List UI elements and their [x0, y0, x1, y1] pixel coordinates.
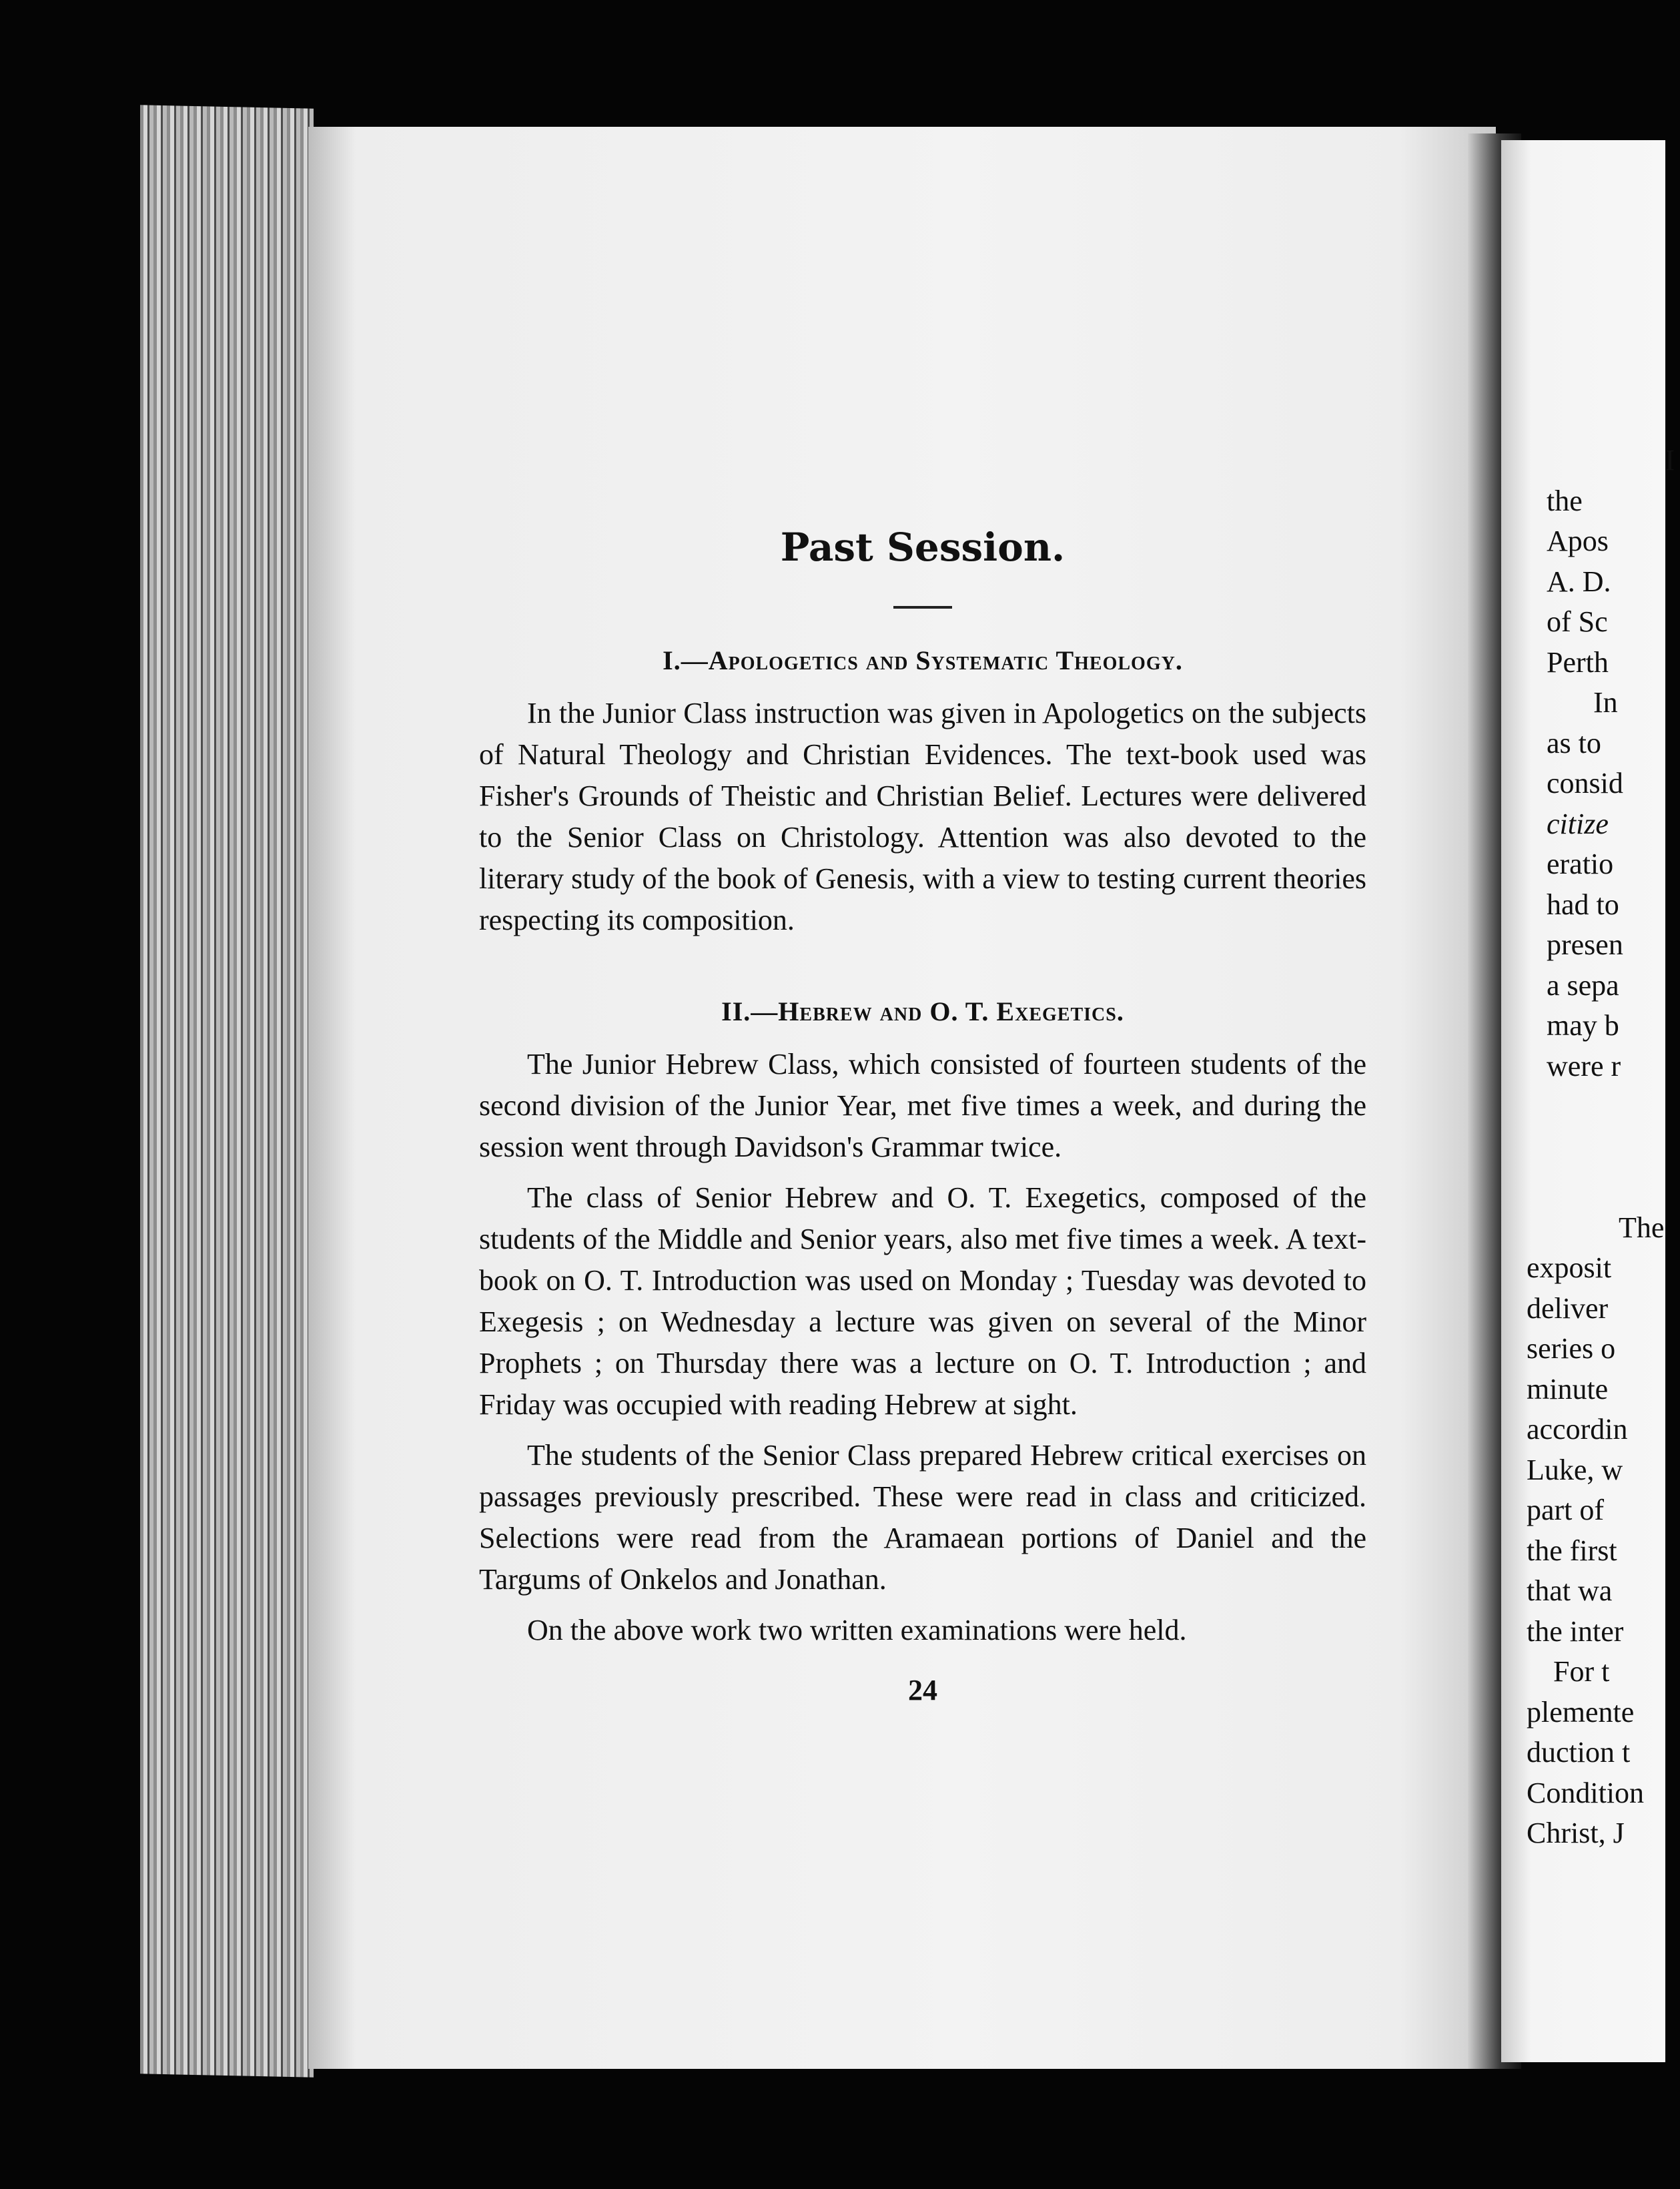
- right-page-line: A. D.: [1547, 565, 1611, 598]
- page-number: 24: [908, 1674, 937, 1706]
- right-page-line: Apos: [1547, 525, 1609, 557]
- page-edges: [140, 105, 314, 2077]
- right-page-line: exposit: [1527, 1251, 1612, 1284]
- right-page-line: the: [1547, 484, 1583, 517]
- right-page-line: presen: [1547, 928, 1623, 961]
- right-page-line: minute: [1527, 1372, 1609, 1405]
- section-heading: I.—Apologetics and Systematic Theology.: [663, 645, 1183, 675]
- right-page-line: duction t: [1527, 1736, 1631, 1769]
- right-page-line: that wa: [1527, 1574, 1613, 1607]
- page-title: Past Session.: [780, 525, 1066, 570]
- right-page-line: The: [1619, 1211, 1665, 1244]
- right-page-line: plemente: [1527, 1695, 1635, 1729]
- right-page-line: I: [1665, 444, 1675, 477]
- right-page-line: Condition: [1527, 1776, 1645, 1809]
- paragraph: The class of Senior Hebrew and O. T. Exegetics, composed of the students of the Middle and Senior years, also met five times a week. A text-book on O. T. Introduction was used on Monday ; Tuesday was devoted to Exegesis ; on Wednesday a lecture was given on several of the Minor Prophets ; on Thursday there was a lecture on O. T. Introduction ; and Friday was occupied with reading Hebrew at sight.: [479, 1181, 1366, 1421]
- right-page-line: as to: [1547, 726, 1601, 759]
- right-page-line: the first: [1527, 1534, 1617, 1567]
- left-page-content: [479, 521, 1366, 1711]
- right-page-line: a sepa: [1547, 968, 1619, 1002]
- title-rule: [893, 606, 952, 609]
- right-page-line: were r: [1547, 1049, 1621, 1082]
- paragraph: The Junior Hebrew Class, which consisted of fourteen students of the second division of the Junior Year, met five times a week, and during the session went through Davidson's Grammar twice.: [479, 1048, 1366, 1163]
- right-page-line: citize: [1547, 807, 1609, 840]
- right-page-line: had to: [1547, 888, 1619, 921]
- right-page-line: Luke, w: [1527, 1453, 1623, 1486]
- right-page-line: deliver: [1527, 1291, 1609, 1325]
- right-page-line: [1547, 1167, 1680, 1208]
- right-page-line: For t: [1553, 1655, 1610, 1688]
- right-page-line: the inter: [1527, 1614, 1624, 1648]
- right-page-line: [1547, 1127, 1680, 1168]
- right-page-line: accordin: [1527, 1413, 1628, 1446]
- paragraph: In the Junior Class instruction was given in Apologetics on the subjects of Natural Theology and Christian Evidences. The text-book used was Fisher's Grounds of Theistic and Christian Belief. Lectures were delivered to the Senior Class on Christology. Attention was also devoted to the literary study of the book of Genesis, with a view to testing current theories respecting its composition.: [479, 697, 1366, 936]
- right-page-line: Perth: [1547, 645, 1609, 679]
- right-page-line: may b: [1547, 1009, 1619, 1042]
- right-page-line: eratio: [1547, 848, 1614, 880]
- section-heading: II.—Hebrew and O. T. Exegetics.: [721, 996, 1124, 1026]
- right-page-line: In: [1593, 686, 1618, 719]
- paragraph: The students of the Senior Class prepared Hebrew critical exercises on passages previously prescribed. These were read in class and criticized. Selections were read from the Aramaean portions of Daniel and the Targums of Onkelos and Jonathan.: [479, 1439, 1366, 1596]
- right-page-line: part of: [1527, 1494, 1605, 1526]
- right-page-line: consid: [1547, 767, 1623, 800]
- paragraph: On the above work two written examinations were held.: [527, 1614, 1187, 1646]
- right-page-line: Christ, J: [1527, 1817, 1625, 1849]
- right-page-line: series o: [1527, 1332, 1616, 1365]
- right-page-text: [1527, 440, 1680, 1854]
- right-page-line: of Sc: [1547, 605, 1608, 638]
- right-page-line: [1547, 1086, 1680, 1127]
